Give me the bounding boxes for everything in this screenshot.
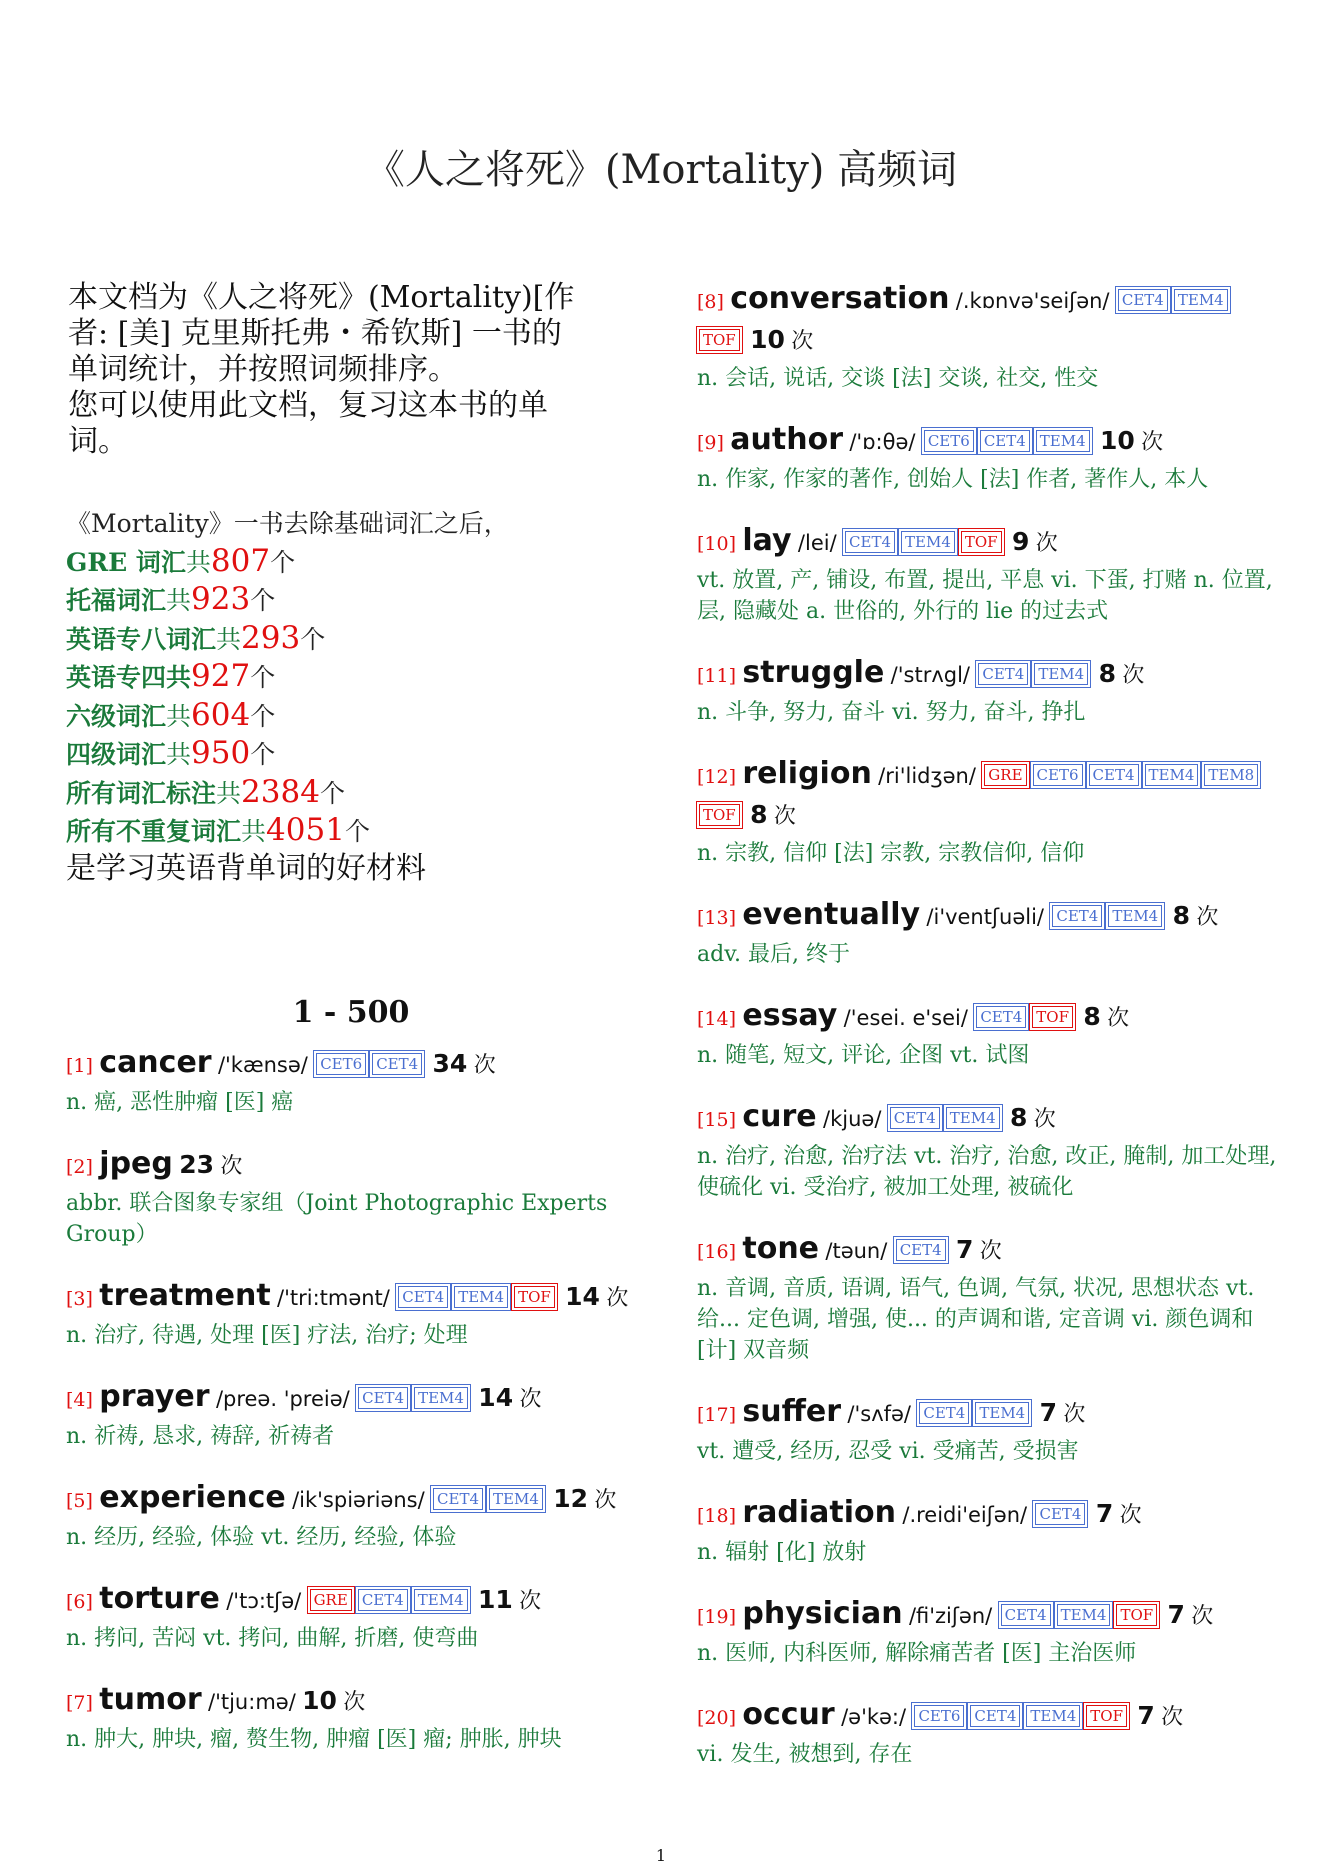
entry-count: 7 — [1095, 1499, 1114, 1528]
entry-index: [19] — [697, 1606, 737, 1628]
exam-tag: CET6 — [924, 430, 974, 452]
word-entry — [697, 755, 1277, 869]
stat-gong: 共 — [216, 778, 242, 808]
right-column — [697, 280, 1277, 1797]
entry-count: 14 — [478, 1382, 514, 1412]
entry-phonetic: /fi'ziʃən/ — [908, 1604, 993, 1628]
entry-word: torture — [99, 1580, 220, 1616]
stat-unit: 个 — [250, 663, 276, 692]
word-entry — [66, 1277, 636, 1351]
entry-head — [697, 1230, 1277, 1271]
entry-phonetic: /'tri:tmənt/ — [277, 1285, 390, 1310]
entry-phonetic: /'tɔ:tʃə/ — [226, 1588, 302, 1613]
exam-tag: TOF — [1032, 1006, 1073, 1028]
word-entry — [697, 1595, 1277, 1669]
exam-tag: TEM4 — [1057, 1604, 1111, 1626]
stat-line — [66, 697, 636, 736]
exam-tag: CET4 — [1118, 289, 1168, 311]
stat-line — [66, 812, 636, 851]
stat-value: 923 — [191, 581, 251, 617]
stat-gong: 共 — [166, 740, 192, 769]
entry-count: 8 — [1009, 1103, 1028, 1132]
word-entry — [697, 896, 1277, 970]
exam-tag: CET4 — [896, 1239, 946, 1261]
stat-unit: 个 — [300, 624, 326, 654]
exam-tag: CET4 — [1001, 1604, 1051, 1626]
entry-word: experience — [99, 1479, 286, 1515]
stat-label: 英语专四共 — [66, 663, 192, 692]
count-unit: 次 — [1191, 1604, 1214, 1629]
stat-unit: 个 — [270, 547, 296, 577]
entry-index: [3] — [66, 1287, 93, 1310]
exam-tag: CET4 — [1035, 1503, 1085, 1525]
entry-definition: vt. 放置, 产, 铺设, 布置, 提出, 平息 vi. 下蛋, 打赌 n. 位置, 层, 隐藏处 a. 世俗的, 外行的 lie 的过去式 — [697, 568, 1273, 624]
entry-definition: n. 医师, 内科医师, 解除痛苦者 [医] 主治医师 — [697, 1641, 1137, 1666]
left-column — [66, 280, 636, 1782]
entry-word: suffer — [742, 1394, 842, 1429]
count-unit: 次 — [1196, 905, 1219, 930]
entry-word: physician — [742, 1596, 903, 1631]
exam-tag: TEM4 — [901, 531, 955, 553]
entry-head — [697, 1696, 1277, 1737]
entry-index: [16] — [697, 1241, 737, 1263]
stat-label: 所有词汇标注 — [66, 778, 217, 808]
entry-index: [17] — [697, 1404, 737, 1426]
entry-definition: n. 癌, 恶性肿瘤 [医] 癌 — [66, 1089, 294, 1115]
count-unit: 次 — [473, 1052, 496, 1078]
entry-index: [8] — [697, 291, 724, 313]
entry-index: [13] — [697, 907, 737, 929]
entry-word: religion — [742, 756, 872, 791]
exam-tag: CET6 — [914, 1705, 964, 1727]
word-entry — [66, 1145, 636, 1250]
entry-phonetic: /.kɒnvə'seiʃən/ — [955, 289, 1110, 313]
stat-value: 293 — [241, 619, 301, 656]
stat-gong: 共 — [185, 547, 211, 577]
stats-closing: 是学习英语背单词的好材料 — [66, 850, 426, 886]
entry-head — [697, 654, 1277, 695]
entry-word: tone — [742, 1231, 820, 1266]
exam-tag: CET4 — [980, 430, 1030, 452]
word-entry — [66, 1580, 636, 1654]
entry-count: 11 — [478, 1584, 513, 1614]
count-unit: 次 — [1107, 1006, 1130, 1031]
word-entry — [66, 1378, 636, 1452]
stat-label: GRE 词汇 — [66, 547, 186, 577]
stat-label: 六级词汇 — [66, 701, 167, 731]
entry-index: [12] — [697, 766, 737, 788]
section-heading: 1 - 500 — [292, 994, 410, 1030]
stat-label: 英语专八词汇 — [66, 624, 217, 654]
entry-word: jpeg — [99, 1145, 173, 1181]
stat-unit: 个 — [250, 740, 276, 769]
exam-tag: CET4 — [970, 1705, 1020, 1727]
entry-definition: n. 斗争, 努力, 奋斗 vi. 努力, 奋斗, 挣扎 — [697, 700, 1086, 725]
stat-gong: 共 — [216, 624, 242, 654]
count-unit: 次 — [220, 1153, 243, 1179]
entry-count: 34 — [432, 1048, 468, 1078]
entry-count: 7 — [1167, 1600, 1185, 1629]
word-entry — [697, 1696, 1277, 1770]
entry-index: [1] — [66, 1054, 93, 1077]
intro-line: 您可以使用此文档，复习这本书的单 — [68, 388, 548, 423]
stat-unit: 个 — [319, 778, 345, 808]
count-unit: 次 — [773, 804, 796, 829]
entry-head — [66, 1479, 636, 1520]
entry-definition: abbr. 联合图象专家组（Joint Photographic Experts Group） — [66, 1190, 608, 1247]
word-entry — [697, 421, 1277, 495]
entry-head — [697, 421, 1277, 462]
stat-line — [66, 581, 636, 620]
entry-head — [697, 997, 1277, 1038]
entry-head — [697, 1595, 1277, 1636]
entry-count: 8 — [1172, 901, 1190, 930]
entry-count: 9 — [1011, 527, 1030, 556]
word-list-left — [66, 1044, 636, 1755]
entry-definition: n. 辐射 [化] 放射 — [697, 1540, 867, 1565]
stat-unit: 个 — [250, 586, 276, 615]
entry-count: 7 — [1039, 1398, 1057, 1427]
entry-phonetic: /'esei. e'sei/ — [843, 1006, 968, 1030]
entry-phonetic: /preə. 'preiə/ — [215, 1386, 350, 1411]
entry-count: 8 — [1098, 659, 1116, 688]
word-entry — [697, 280, 1277, 394]
stat-value: 927 — [191, 658, 251, 694]
stat-line — [66, 543, 636, 582]
entry-phonetic: /lei/ — [797, 531, 837, 555]
entry-definition: n. 拷问, 苦闷 vt. 拷问, 曲解, 折磨, 使弯曲 — [66, 1625, 479, 1651]
count-unit: 次 — [343, 1689, 366, 1715]
count-unit: 次 — [594, 1487, 617, 1513]
entry-head — [66, 1277, 636, 1318]
exam-tag: CET4 — [978, 663, 1028, 685]
exam-tag: TEM4 — [414, 1387, 468, 1409]
entry-phonetic: /'strʌgl/ — [890, 663, 970, 687]
stat-value: 807 — [210, 542, 271, 579]
stat-line — [66, 735, 636, 774]
exam-tag: TOF — [699, 329, 740, 351]
entry-phonetic: /ik'spiəriəns/ — [292, 1487, 425, 1512]
stat-gong: 共 — [166, 586, 192, 615]
entry-head — [697, 522, 1277, 563]
exam-tag: TEM4 — [1026, 1705, 1080, 1727]
intro-line: 词。 — [68, 424, 128, 459]
entry-definition: n. 音调, 音质, 语调, 语气, 色调, 气氛, 状况, 思想状态 vt. 给... 定色调, 增强, 使... 的声调和谐, 定音调 vi. 颜色调和 [计] 双音频 — [697, 1276, 1255, 1363]
count-unit: 次 — [791, 329, 814, 354]
count-unit: 次 — [1141, 430, 1164, 455]
exam-tag: TOF — [1116, 1604, 1157, 1626]
entry-word: treatment — [99, 1277, 271, 1313]
entry-definition: n. 宗教, 信仰 [法] 宗教, 宗教信仰, 信仰 — [697, 841, 1085, 866]
count-unit: 次 — [1035, 531, 1058, 556]
exam-tag: TEM4 — [1145, 764, 1199, 786]
word-entry — [697, 1494, 1277, 1568]
entry-phonetic: /təun/ — [825, 1239, 888, 1263]
entry-head — [66, 1044, 636, 1085]
entry-word: conversation — [730, 281, 950, 316]
entry-count: 14 — [565, 1281, 600, 1311]
intro-line: 者: [美] 克里斯托弗・希钦斯] 一书的 — [68, 316, 562, 351]
exam-tag: CET4 — [890, 1107, 940, 1129]
count-unit: 次 — [1033, 1107, 1056, 1132]
exam-tag: TEM4 — [975, 1402, 1029, 1424]
exam-tag: TOF — [699, 804, 740, 826]
entry-index: [4] — [66, 1388, 93, 1411]
entry-index: [18] — [697, 1505, 737, 1527]
entry-word: eventually — [742, 897, 921, 932]
entry-count: 8 — [1083, 1002, 1101, 1031]
stat-value: 604 — [191, 696, 251, 733]
word-entry — [697, 654, 1277, 728]
entry-definition: n. 随笔, 短文, 评论, 企图 vt. 试图 — [697, 1043, 1030, 1068]
entry-index: [20] — [697, 1707, 737, 1729]
vocab-stats — [66, 506, 636, 887]
entry-head — [697, 1494, 1277, 1535]
count-unit: 次 — [519, 1386, 542, 1412]
entry-count: 7 — [1137, 1701, 1155, 1730]
entry-index: [14] — [697, 1008, 737, 1030]
exam-tag: CET4 — [919, 1402, 969, 1424]
stat-line — [66, 774, 636, 813]
entry-definition: n. 治疗, 待遇, 处理 [医] 疗法, 治疗; 处理 — [66, 1322, 468, 1348]
word-entry — [697, 1230, 1277, 1366]
entry-count: 12 — [553, 1483, 589, 1513]
exam-tag: TOF — [961, 531, 1002, 553]
exam-tag: TEM4 — [946, 1107, 1000, 1129]
exam-tag: GRE — [310, 1589, 352, 1611]
stats-lead: 《Mortality》一书去除基础词汇之后， — [66, 509, 509, 538]
entry-count: 10 — [302, 1685, 337, 1715]
entry-definition: n. 治疗, 治愈, 治疗法 vt. 治疗, 治愈, 改正, 腌制, 加工处理, 使硫化 vi. 受治疗, 被加工处理, 被硫化 — [697, 1144, 1277, 1200]
stat-label: 托福词汇 — [66, 586, 167, 615]
exam-tag: CET4 — [372, 1053, 422, 1075]
word-entry — [697, 522, 1277, 627]
stat-line — [66, 620, 636, 659]
stat-value: 950 — [191, 735, 251, 771]
word-entry — [697, 1098, 1277, 1203]
entry-index: [2] — [66, 1155, 93, 1178]
count-unit: 次 — [1119, 1503, 1142, 1528]
entry-word: prayer — [99, 1378, 210, 1414]
entry-word: lay — [742, 523, 792, 558]
entry-head — [697, 1098, 1277, 1139]
exam-tag: TEM4 — [1108, 905, 1162, 927]
entry-definition: n. 肿大, 肿块, 瘤, 赘生物, 肿瘤 [医] 瘤; 肿胀, 肿块 — [66, 1726, 562, 1752]
exam-tag: TEM4 — [1174, 289, 1228, 311]
entry-index: [7] — [66, 1691, 93, 1714]
stat-gong: 共 — [166, 701, 192, 731]
entry-word: radiation — [742, 1495, 897, 1530]
stat-value: 4051 — [266, 812, 345, 848]
entry-phonetic: /kjuə/ — [823, 1107, 882, 1131]
entry-definition: n. 作家, 作家的著作, 创始人 [法] 作者, 著作人, 本人 — [697, 467, 1209, 492]
entry-definition: vt. 遭受, 经历, 忍受 vi. 受痛苦, 受损害 — [697, 1439, 1079, 1464]
entry-index: [10] — [697, 533, 737, 555]
word-entry — [697, 1393, 1277, 1467]
stat-unit: 个 — [250, 701, 276, 731]
entry-index: [11] — [697, 665, 737, 687]
count-unit: 次 — [606, 1285, 629, 1311]
entry-definition: adv. 最后, 终于 — [697, 942, 850, 967]
page-title: 《人之将死》(Mortality) 高频词 — [364, 147, 958, 193]
exam-tag: CET4 — [1089, 764, 1139, 786]
entry-phonetic: /'ɒ:θə/ — [849, 430, 916, 454]
word-entry — [66, 1681, 636, 1755]
entry-word: struggle — [742, 655, 885, 690]
page-number: 1 — [655, 1846, 667, 1865]
exam-tag: TOF — [1086, 1705, 1127, 1727]
entry-count: 10 — [1100, 426, 1135, 455]
word-entry — [66, 1479, 636, 1553]
count-unit: 次 — [1122, 663, 1145, 688]
stat-label: 所有不重复词汇 — [66, 817, 242, 846]
entry-index: [15] — [697, 1109, 737, 1131]
entry-phonetic: /'kænsə/ — [217, 1052, 308, 1077]
exam-tag: CET6 — [1033, 764, 1083, 786]
entry-count: 23 — [179, 1149, 215, 1179]
exam-tag: CET4 — [358, 1387, 408, 1409]
exam-tag: TOF — [514, 1286, 555, 1308]
entry-word: tumor — [99, 1681, 202, 1717]
word-list-right — [697, 280, 1277, 1770]
entry-word: occur — [742, 1697, 835, 1732]
entry-definition: n. 经历, 经验, 体验 vt. 经历, 经验, 体验 — [66, 1524, 457, 1550]
exam-tag: TEM4 — [454, 1286, 508, 1308]
word-entry — [697, 997, 1277, 1071]
exam-tag: CET4 — [398, 1286, 448, 1308]
entry-phonetic: /.reidi'eiʃən/ — [902, 1503, 1028, 1527]
entry-word: essay — [742, 998, 838, 1033]
exam-tag: CET4 — [1052, 905, 1102, 927]
entry-count: 8 — [750, 800, 768, 829]
exam-tag: TEM4 — [1036, 430, 1090, 452]
exam-tag: CET6 — [316, 1053, 366, 1075]
exam-tag: CET4 — [358, 1589, 408, 1611]
entry-word: cure — [742, 1099, 817, 1134]
entry-count: 10 — [750, 325, 785, 354]
entry-head — [697, 755, 1277, 836]
entry-head — [697, 1393, 1277, 1434]
exam-tag: CET4 — [433, 1488, 483, 1510]
entry-head — [66, 1145, 636, 1186]
word-entry — [66, 1044, 636, 1118]
entry-head — [66, 1378, 636, 1419]
stat-value: 2384 — [241, 773, 320, 810]
exam-tag: TEM8 — [1204, 764, 1258, 786]
entry-phonetic: /ə'kə:/ — [841, 1705, 907, 1729]
entry-head — [697, 280, 1277, 361]
count-unit: 次 — [979, 1239, 1002, 1264]
stat-line — [66, 658, 636, 697]
entry-word: author — [730, 422, 843, 457]
exam-tag: TEM4 — [1034, 663, 1088, 685]
exam-tag: TEM4 — [489, 1488, 543, 1510]
count-unit: 次 — [1161, 1705, 1184, 1730]
entry-definition: n. 祈祷, 恳求, 祷辞, 祈祷者 — [66, 1423, 335, 1449]
intro-line: 单词统计，并按照词频排序。 — [68, 352, 458, 387]
entry-phonetic: /'sʌfə/ — [847, 1402, 912, 1426]
stat-unit: 个 — [344, 817, 370, 846]
entry-index: [9] — [697, 432, 724, 454]
stat-gong: 共 — [241, 817, 267, 846]
entry-definition: vi. 发生, 被想到, 存在 — [697, 1742, 913, 1767]
entry-head — [697, 896, 1277, 937]
entry-index: [6] — [66, 1590, 93, 1613]
exam-tag: GRE — [984, 764, 1026, 786]
count-unit: 次 — [1063, 1402, 1086, 1427]
entry-head — [66, 1580, 636, 1621]
exam-tag: CET4 — [976, 1006, 1026, 1028]
intro-line: 本文档为《人之将死》(Mortality)[作 — [68, 280, 575, 315]
entry-definition: n. 会话, 说话, 交谈 [法] 交谈, 社交, 性交 — [697, 366, 1099, 391]
entry-phonetic: /'tju:mə/ — [208, 1689, 296, 1714]
entry-word: cancer — [99, 1044, 212, 1080]
entry-index: [5] — [66, 1489, 93, 1512]
intro-text — [66, 280, 636, 460]
exam-tag: TEM4 — [414, 1589, 468, 1611]
exam-tag: CET4 — [845, 531, 895, 553]
entry-head — [66, 1681, 636, 1722]
stat-label: 四级词汇 — [66, 740, 167, 769]
count-unit: 次 — [519, 1588, 542, 1614]
entry-phonetic: /ri'lidʒən/ — [878, 764, 976, 788]
entry-phonetic: /i'ventʃuəli/ — [926, 905, 1045, 929]
entry-count: 7 — [956, 1235, 974, 1264]
